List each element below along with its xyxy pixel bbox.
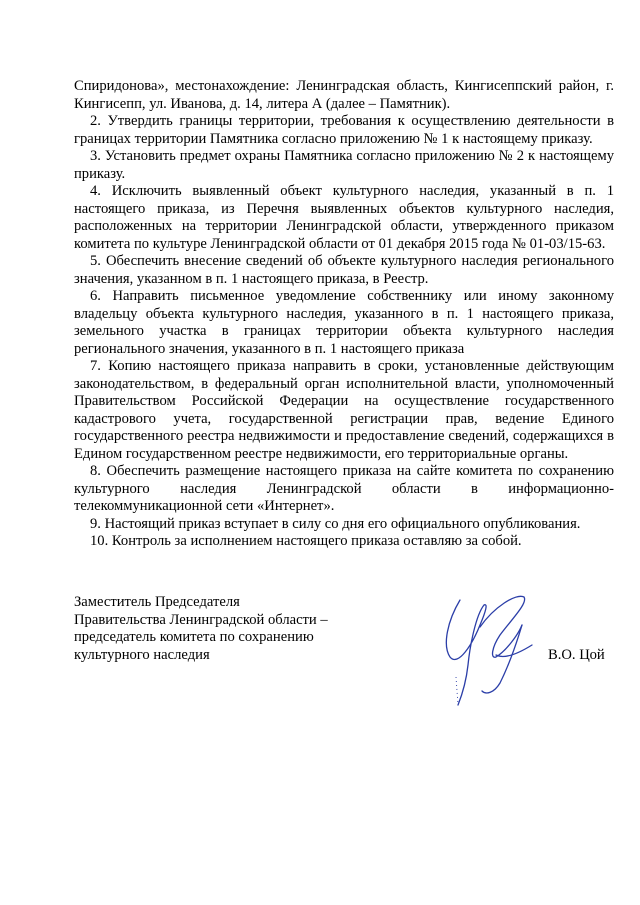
signatory-title-line: председатель комитета по сохранению xyxy=(74,629,314,645)
signatory-title-line: Правительства Ленинградской области – xyxy=(74,611,328,628)
paragraph-item-8: 8. Обеспечить размещение настоящего приказа на сайте комитета по сохранению культурного наследия Ленинградской области в информационно-телекоммуникационной сети «Интернет». xyxy=(74,463,614,514)
paragraph-item-4: 4. Исключить выявленный объект культурного наследия, указанный в п. 1 настоящего приказа, из Перечня выявленных объектов культурного наследия, расположенных на территории Ленинградской области, утвержденного приказом комитета по культуре Ленинградской области от 01 декабря 2015 года № 01-03/15-63. xyxy=(74,183,614,252)
document-body xyxy=(74,78,614,551)
signatory-title-line: Заместитель Председателя xyxy=(74,594,240,610)
signatory-title-line: культурного наследия xyxy=(74,646,210,663)
paragraph-item-6: 6. Направить письменное уведомление собственнику или иному законному владельцу объекта культурного наследия, указанного в п. 1 настоящего приказа, земельного участка в границах территории объекта культурного наследия регионального значения, указанного в п. 1 настоящего приказа xyxy=(74,288,614,357)
paragraph-item-7: 7. Копию настоящего приказа направить в сроки, установленные действующим законодательством, в федеральный орган исполнительной власти, уполномоченный Правительством Российской Федерации на осуществление государственного кадастрового учета, государственной регистрации прав, ведение Единого государственного реестра недвижимости и предоставление сведений, содержащихся в Едином государственном реестре недвижимости, его территориальные органы. xyxy=(74,358,614,462)
handwritten-signature xyxy=(420,575,560,715)
paragraph-item-10: 10. Контроль за исполнением настоящего приказа оставляю за собой. xyxy=(90,533,522,549)
paragraph-item-9: 9. Настоящий приказ вступает в силу со дня его официального опубликования. xyxy=(90,515,581,532)
signatory-title xyxy=(74,594,374,664)
signatory-name: В.О. Цой xyxy=(548,647,605,663)
paragraph-item-3: 3. Установить предмет охраны Памятника согласно приложению № 2 к настоящему приказу. xyxy=(74,148,614,182)
paragraph-continuation: Спиридонова», местонахождение: Ленинградская область, Кингисеппский район, г. Кингисепп, ул. Иванова, д. 14, литера А (далее – Памятник). xyxy=(74,78,614,112)
paragraph-item-5: 5. Обеспечить внесение сведений об объекте культурного наследия регионального значения, указанном в п. 1 настоящего приказа, в Реестр. xyxy=(74,253,614,287)
paragraph-item-2: 2. Утвердить границы территории, требования к осуществлению деятельности в границах территории Памятника согласно приложению № 1 к настоящему приказу. xyxy=(74,113,614,147)
